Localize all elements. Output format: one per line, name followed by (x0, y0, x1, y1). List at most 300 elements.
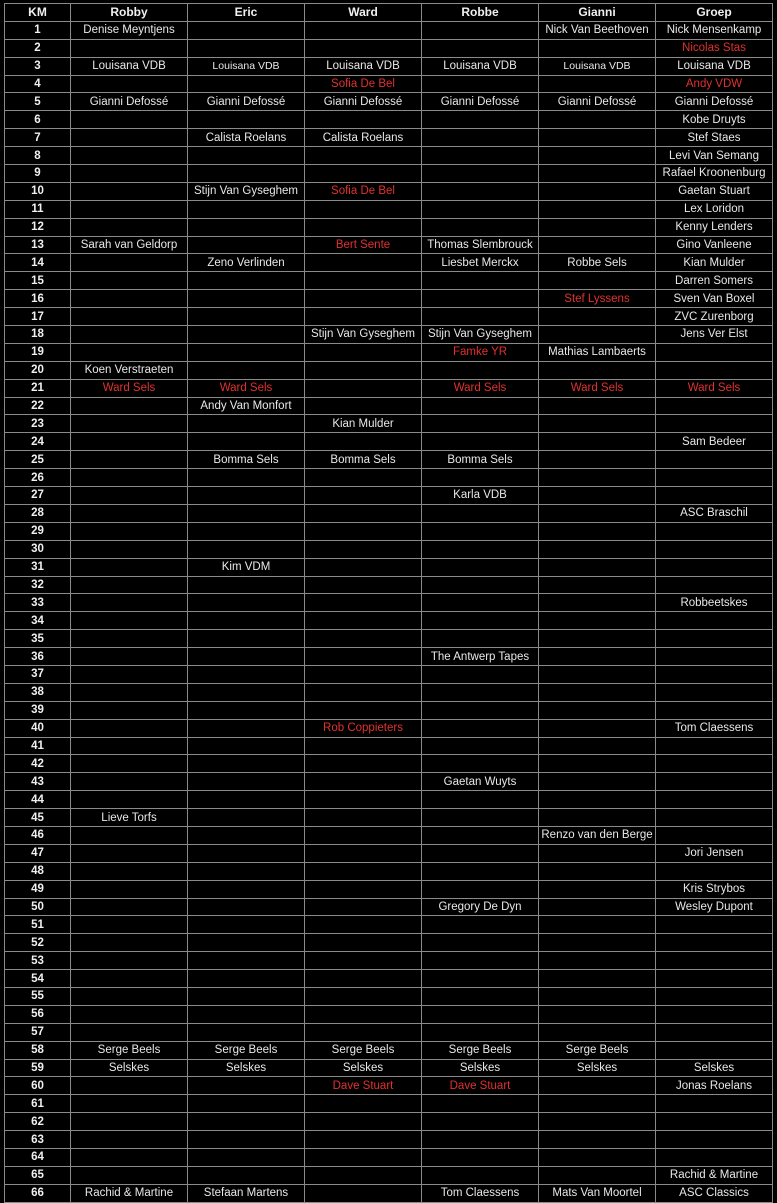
cell-gianni (539, 558, 656, 576)
header-km: KM (5, 4, 71, 22)
cell-groep (656, 683, 773, 701)
km-cell: 6 (5, 111, 71, 129)
table-row (5, 379, 773, 397)
cell-robbe (422, 21, 539, 39)
cell-groep (656, 1041, 773, 1059)
cell-eric (188, 165, 305, 183)
table-row (5, 165, 773, 183)
km-cell: 26 (5, 469, 71, 487)
table-row (5, 308, 773, 326)
table-row (5, 791, 773, 809)
cell-robbe (422, 701, 539, 719)
cell-eric: Selskes (188, 1059, 305, 1077)
cell-eric (188, 290, 305, 308)
cell-robby (71, 576, 188, 594)
table-row (5, 612, 773, 630)
cell-robby (71, 540, 188, 558)
cell-ward (305, 898, 422, 916)
km-cell: 12 (5, 218, 71, 236)
cell-eric (188, 1077, 305, 1095)
cell-eric (188, 308, 305, 326)
cell-robby: Gianni Defossé (71, 93, 188, 111)
header-gianni: Gianni (539, 4, 656, 22)
cell-robbe (422, 558, 539, 576)
cell-gianni (539, 218, 656, 236)
cell-ward (305, 809, 422, 827)
cell-ward (305, 147, 422, 165)
cell-robbe (422, 576, 539, 594)
cell-groep: Levi Van Semang (656, 147, 773, 165)
cell-groep: Jori Jensen (656, 844, 773, 862)
cell-gianni (539, 469, 656, 487)
table-row (5, 648, 773, 666)
cell-groep (656, 701, 773, 719)
km-cell: 55 (5, 987, 71, 1005)
table-row (5, 397, 773, 415)
cell-groep: Lex Loridon (656, 200, 773, 218)
cell-robbe (422, 1149, 539, 1167)
cell-groep (656, 451, 773, 469)
km-cell: 62 (5, 1113, 71, 1131)
cell-robby: Selskes (71, 1059, 188, 1077)
cell-groep (656, 397, 773, 415)
cell-robbe (422, 1095, 539, 1113)
cell-gianni (539, 1149, 656, 1167)
cell-groep (656, 522, 773, 540)
cell-ward: Serge Beels (305, 1041, 422, 1059)
cell-ward: Bert Sente (305, 236, 422, 254)
cell-gianni (539, 648, 656, 666)
km-cell: 63 (5, 1131, 71, 1149)
cell-robby (71, 665, 188, 683)
cell-ward (305, 1131, 422, 1149)
km-cell: 14 (5, 254, 71, 272)
cell-robbe (422, 880, 539, 898)
cell-ward (305, 397, 422, 415)
table-row (5, 1149, 773, 1167)
km-cell: 48 (5, 862, 71, 880)
cell-gianni (539, 737, 656, 755)
cell-ward: Bomma Sels (305, 451, 422, 469)
table-row (5, 343, 773, 361)
cell-robby (71, 522, 188, 540)
cell-groep (656, 862, 773, 880)
cell-robby (71, 862, 188, 880)
cell-robby (71, 397, 188, 415)
cell-robbe (422, 415, 539, 433)
cell-robby (71, 326, 188, 344)
cell-eric (188, 504, 305, 522)
cell-groep (656, 1131, 773, 1149)
cell-ward (305, 487, 422, 505)
cell-gianni (539, 719, 656, 737)
km-cell: 49 (5, 880, 71, 898)
cell-robby (71, 612, 188, 630)
cell-robbe (422, 594, 539, 612)
cell-gianni (539, 415, 656, 433)
cell-eric (188, 39, 305, 57)
cell-robbe: Thomas Slembrouck (422, 236, 539, 254)
table-row (5, 934, 773, 952)
cell-groep (656, 343, 773, 361)
cell-groep (656, 916, 773, 934)
cell-robbe (422, 809, 539, 827)
cell-robby (71, 504, 188, 522)
cell-eric (188, 1005, 305, 1023)
header-row (5, 4, 773, 22)
cell-robby: Sarah van Geldorp (71, 236, 188, 254)
table-row (5, 1184, 773, 1202)
cell-ward (305, 916, 422, 934)
table-row (5, 200, 773, 218)
cell-groep: Nick Mensenkamp (656, 21, 773, 39)
cell-groep (656, 755, 773, 773)
cell-robbe: Karla VDB (422, 487, 539, 505)
cell-robby (71, 934, 188, 952)
table-row (5, 809, 773, 827)
cell-ward (305, 683, 422, 701)
cell-groep: Gino Vanleene (656, 236, 773, 254)
cell-eric (188, 952, 305, 970)
km-cell: 1 (5, 21, 71, 39)
cell-groep (656, 540, 773, 558)
km-cell: 18 (5, 326, 71, 344)
cell-ward (305, 844, 422, 862)
cell-ward (305, 880, 422, 898)
cell-robbe (422, 916, 539, 934)
cell-groep: Sam Bedeer (656, 433, 773, 451)
table-row (5, 737, 773, 755)
cell-robbe: Gianni Defossé (422, 93, 539, 111)
km-cell: 38 (5, 683, 71, 701)
cell-ward: Sofia De Bel (305, 182, 422, 200)
cell-gianni (539, 1095, 656, 1113)
cell-robbe (422, 361, 539, 379)
cell-eric: Ward Sels (188, 379, 305, 397)
cell-robby (71, 308, 188, 326)
km-cell: 35 (5, 630, 71, 648)
table-row (5, 182, 773, 200)
cell-gianni (539, 987, 656, 1005)
cell-groep: Rafael Kroonenburg (656, 165, 773, 183)
table-row (5, 1131, 773, 1149)
cell-eric (188, 755, 305, 773)
cell-robby (71, 272, 188, 290)
cell-robbe (422, 970, 539, 988)
cell-ward (305, 755, 422, 773)
cell-eric (188, 701, 305, 719)
cell-robbe: Serge Beels (422, 1041, 539, 1059)
cell-gianni: Gianni Defossé (539, 93, 656, 111)
cell-robbe (422, 1005, 539, 1023)
cell-groep (656, 737, 773, 755)
cell-robbe: The Antwerp Tapes (422, 648, 539, 666)
cell-eric (188, 236, 305, 254)
cell-eric: Gianni Defossé (188, 93, 305, 111)
km-cell: 28 (5, 504, 71, 522)
cell-gianni (539, 111, 656, 129)
cell-groep (656, 415, 773, 433)
table-row (5, 111, 773, 129)
table-row (5, 665, 773, 683)
table-row (5, 433, 773, 451)
cell-eric (188, 648, 305, 666)
km-cell: 13 (5, 236, 71, 254)
cell-ward: Dave Stuart (305, 1077, 422, 1095)
table-row (5, 576, 773, 594)
km-cell: 53 (5, 952, 71, 970)
table-row (5, 290, 773, 308)
km-cell: 7 (5, 129, 71, 147)
km-cell: 27 (5, 487, 71, 505)
cell-robby (71, 844, 188, 862)
cell-groep: Kobe Druyts (656, 111, 773, 129)
cell-robby (71, 218, 188, 236)
cell-robby (71, 755, 188, 773)
cell-ward (305, 987, 422, 1005)
cell-ward (305, 576, 422, 594)
cell-groep (656, 469, 773, 487)
cell-ward: Louisana VDB (305, 57, 422, 75)
cell-robby (71, 648, 188, 666)
cell-ward (305, 540, 422, 558)
km-cell: 33 (5, 594, 71, 612)
cell-groep (656, 773, 773, 791)
table-row (5, 1166, 773, 1184)
cell-robbe (422, 39, 539, 57)
cell-eric (188, 665, 305, 683)
cell-robby (71, 701, 188, 719)
cell-robbe: Selskes (422, 1059, 539, 1077)
cell-groep: Stef Staes (656, 129, 773, 147)
cell-robbe: Dave Stuart (422, 1077, 539, 1095)
cell-eric (188, 487, 305, 505)
km-cell: 47 (5, 844, 71, 862)
header-robbe: Robbe (422, 4, 539, 22)
cell-ward: Kian Mulder (305, 415, 422, 433)
table-row (5, 522, 773, 540)
cell-groep: Tom Claessens (656, 719, 773, 737)
cell-eric (188, 1166, 305, 1184)
cell-ward (305, 1005, 422, 1023)
cell-ward (305, 200, 422, 218)
cell-robbe (422, 397, 539, 415)
cell-eric (188, 612, 305, 630)
cell-eric (188, 361, 305, 379)
cell-eric (188, 773, 305, 791)
cell-groep: Louisana VDB (656, 57, 773, 75)
cell-robby (71, 487, 188, 505)
cell-robbe (422, 1023, 539, 1041)
cell-eric (188, 826, 305, 844)
cell-eric (188, 21, 305, 39)
table-row (5, 1095, 773, 1113)
cell-robby (71, 290, 188, 308)
cell-robby (71, 469, 188, 487)
cell-robby (71, 683, 188, 701)
cell-groep: Jonas Roelans (656, 1077, 773, 1095)
cell-ward (305, 290, 422, 308)
cell-gianni (539, 1077, 656, 1095)
cell-gianni (539, 129, 656, 147)
cell-ward (305, 665, 422, 683)
table-row (5, 451, 773, 469)
cell-eric (188, 1131, 305, 1149)
table-header (5, 4, 773, 22)
cell-groep: Ward Sels (656, 379, 773, 397)
cell-groep (656, 970, 773, 988)
km-cell: 40 (5, 719, 71, 737)
table-row (5, 898, 773, 916)
cell-robby (71, 75, 188, 93)
cell-eric (188, 469, 305, 487)
cell-eric (188, 630, 305, 648)
cell-eric (188, 880, 305, 898)
cell-ward (305, 504, 422, 522)
cell-gianni (539, 1113, 656, 1131)
cell-gianni (539, 576, 656, 594)
cell-robby: Serge Beels (71, 1041, 188, 1059)
km-cell: 58 (5, 1041, 71, 1059)
cell-ward (305, 952, 422, 970)
cell-ward (305, 522, 422, 540)
cell-robbe (422, 290, 539, 308)
cell-eric (188, 522, 305, 540)
km-cell: 57 (5, 1023, 71, 1041)
cell-eric: Stefaan Martens (188, 1184, 305, 1202)
cell-eric (188, 415, 305, 433)
cell-robbe (422, 272, 539, 290)
cell-robbe: Tom Claessens (422, 1184, 539, 1202)
cell-groep (656, 826, 773, 844)
cell-ward (305, 1023, 422, 1041)
cell-robby (71, 1131, 188, 1149)
km-cell: 43 (5, 773, 71, 791)
cell-ward (305, 379, 422, 397)
cell-robby: Koen Verstraeten (71, 361, 188, 379)
table-row (5, 1023, 773, 1041)
cell-gianni (539, 451, 656, 469)
cell-gianni (539, 361, 656, 379)
cell-gianni (539, 809, 656, 827)
cell-gianni (539, 934, 656, 952)
cell-groep (656, 809, 773, 827)
km-cell: 24 (5, 433, 71, 451)
cell-robby (71, 970, 188, 988)
cell-groep: Selskes (656, 1059, 773, 1077)
cell-robby (71, 147, 188, 165)
cell-robbe (422, 826, 539, 844)
table-row (5, 630, 773, 648)
km-cell: 60 (5, 1077, 71, 1095)
cell-ward (305, 1149, 422, 1167)
table-row (5, 254, 773, 272)
cell-robbe (422, 683, 539, 701)
cell-ward (305, 254, 422, 272)
cell-robby (71, 415, 188, 433)
cell-robbe (422, 719, 539, 737)
cell-ward (305, 773, 422, 791)
cell-ward (305, 469, 422, 487)
cell-robbe (422, 1166, 539, 1184)
cell-gianni (539, 272, 656, 290)
cell-robbe (422, 791, 539, 809)
table-row (5, 272, 773, 290)
cell-ward: Sofia De Bel (305, 75, 422, 93)
table-row (5, 57, 773, 75)
table-row (5, 1059, 773, 1077)
cell-gianni (539, 39, 656, 57)
cell-eric (188, 343, 305, 361)
cell-groep: Sven Van Boxel (656, 290, 773, 308)
cell-eric (188, 987, 305, 1005)
cell-robby (71, 451, 188, 469)
cell-gianni (539, 1023, 656, 1041)
cell-robbe (422, 433, 539, 451)
km-cell: 34 (5, 612, 71, 630)
cell-robbe (422, 308, 539, 326)
cell-robby (71, 39, 188, 57)
cell-groep: Gaetan Stuart (656, 182, 773, 200)
km-cell: 59 (5, 1059, 71, 1077)
cell-gianni (539, 683, 656, 701)
cell-robbe (422, 987, 539, 1005)
km-cell: 23 (5, 415, 71, 433)
table-row (5, 916, 773, 934)
cell-robbe (422, 952, 539, 970)
cell-groep: ASC Braschil (656, 504, 773, 522)
cell-gianni (539, 200, 656, 218)
table-row (5, 236, 773, 254)
cell-eric (188, 272, 305, 290)
cell-robbe: Liesbet Merckx (422, 254, 539, 272)
cell-robbe: Gaetan Wuyts (422, 773, 539, 791)
cell-eric (188, 218, 305, 236)
cell-robbe (422, 111, 539, 129)
table-row (5, 1113, 773, 1131)
cell-robby (71, 1166, 188, 1184)
cell-robby (71, 1113, 188, 1131)
cell-ward (305, 826, 422, 844)
cell-robby (71, 111, 188, 129)
cell-eric (188, 934, 305, 952)
cell-ward (305, 21, 422, 39)
cell-gianni (539, 701, 656, 719)
cell-ward (305, 1184, 422, 1202)
cell-eric: Bomma Sels (188, 451, 305, 469)
cell-robby (71, 1005, 188, 1023)
cell-robby (71, 630, 188, 648)
cell-gianni (539, 504, 656, 522)
km-cell: 45 (5, 809, 71, 827)
cell-gianni (539, 236, 656, 254)
cell-robbe (422, 934, 539, 952)
cell-eric: Kim VDM (188, 558, 305, 576)
cell-robbe: Gregory De Dyn (422, 898, 539, 916)
cell-gianni (539, 326, 656, 344)
table-row (5, 862, 773, 880)
cell-gianni: Mathias Lambaerts (539, 343, 656, 361)
cell-gianni (539, 433, 656, 451)
cell-ward (305, 630, 422, 648)
cell-robbe (422, 218, 539, 236)
cell-groep: Wesley Dupont (656, 898, 773, 916)
cell-ward (305, 862, 422, 880)
cell-gianni: Nick Van Beethoven (539, 21, 656, 39)
table-row (5, 415, 773, 433)
cell-gianni: Louisana VDB (539, 57, 656, 75)
table-row (5, 970, 773, 988)
